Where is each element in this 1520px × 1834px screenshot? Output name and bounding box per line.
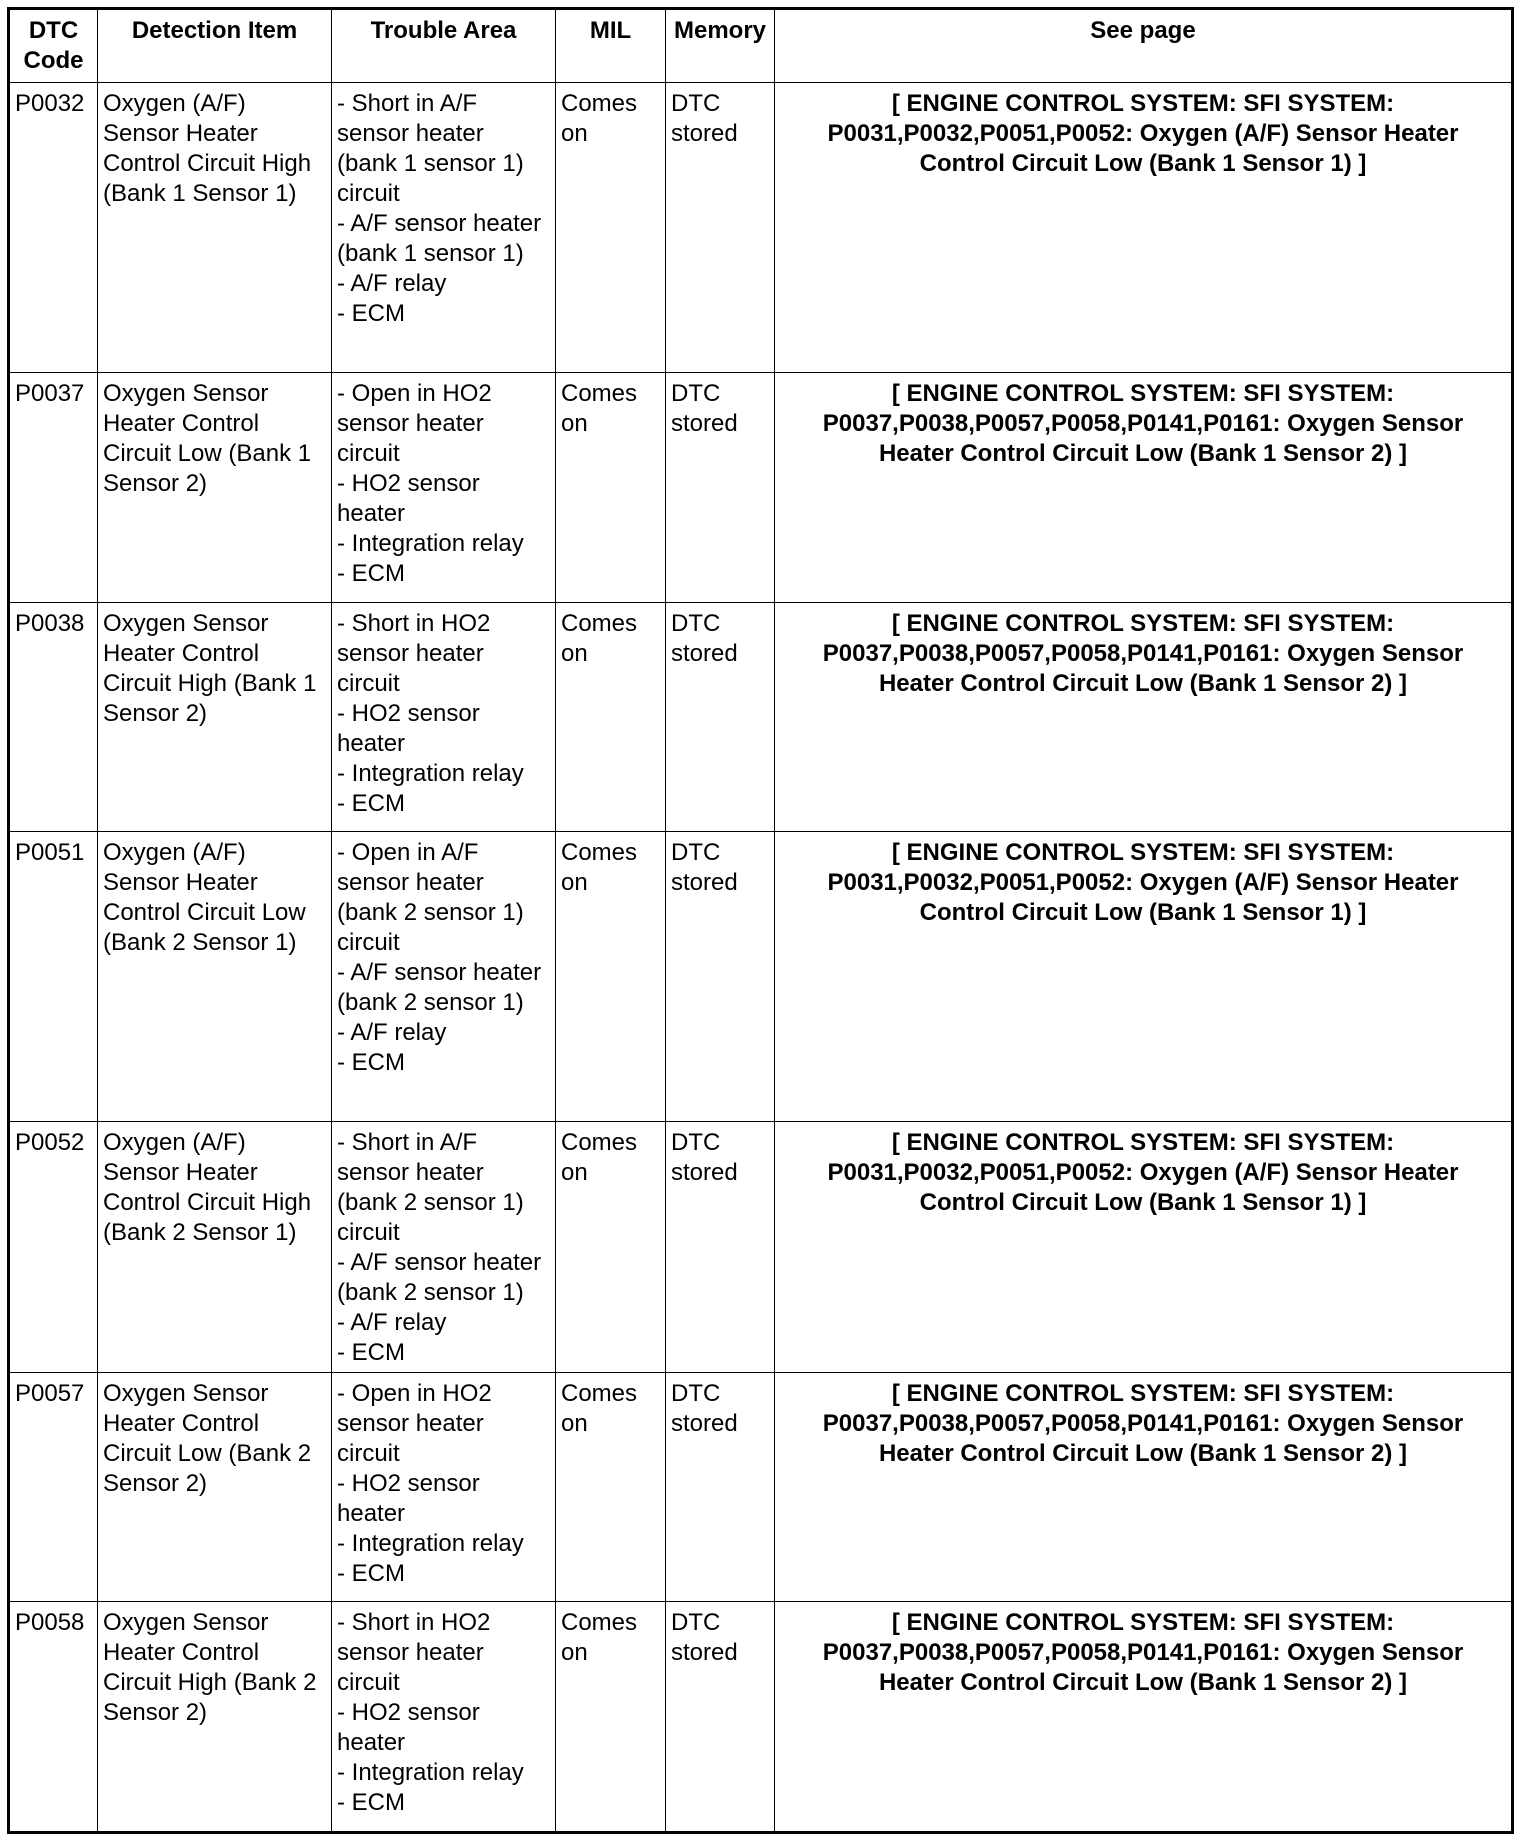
see-page-cell: [ ENGINE CONTROL SYSTEM: SFI SYSTEM: P0037,P0038,P0057,P0058,P0141,P0161: Oxygen Sensor Heater Control Circuit Low (Bank 1 Sensor 2) ] <box>775 603 1513 832</box>
trouble-area-line: - Short in HO2 sensor heater circuit <box>337 610 491 697</box>
table-row <box>9 603 1513 832</box>
trouble-area-cell <box>332 832 556 1122</box>
see-page-cell: [ ENGINE CONTROL SYSTEM: SFI SYSTEM: P0031,P0032,P0051,P0052: Oxygen (A/F) Sensor Heater Control Circuit Low (Bank 1 Sensor 1) ] <box>775 83 1513 373</box>
dtc-code-cell: P0052 <box>9 1122 98 1373</box>
trouble-area-line: - Integration relay <box>337 1530 524 1557</box>
mil-cell: Comes on <box>556 832 666 1122</box>
see-page-cell: [ ENGINE CONTROL SYSTEM: SFI SYSTEM: P0031,P0032,P0051,P0052: Oxygen (A/F) Sensor Heater Control Circuit Low (Bank 1 Sensor 1) ] <box>775 1122 1513 1373</box>
detection-item-cell: Oxygen (A/F) Sensor Heater Control Circuit High (Bank 2 Sensor 1) <box>98 1122 332 1373</box>
trouble-area-line: - HO2 sensor heater <box>337 1699 480 1756</box>
detection-item-cell: Oxygen Sensor Heater Control Circuit Low (Bank 1 Sensor 2) <box>98 373 332 603</box>
detection-item-cell: Oxygen (A/F) Sensor Heater Control Circuit High (Bank 1 Sensor 1) <box>98 83 332 373</box>
see-page-cell: [ ENGINE CONTROL SYSTEM: SFI SYSTEM: P0031,P0032,P0051,P0052: Oxygen (A/F) Sensor Heater Control Circuit Low (Bank 1 Sensor 1) ] <box>775 832 1513 1122</box>
see-page-cell: [ ENGINE CONTROL SYSTEM: SFI SYSTEM: P0037,P0038,P0057,P0058,P0141,P0161: Oxygen Sensor Heater Control Circuit Low (Bank 1 Sensor 2) ] <box>775 1373 1513 1602</box>
header-trouble-area: Trouble Area <box>332 9 556 83</box>
header-mil: MIL <box>556 9 666 83</box>
trouble-area-line: - Short in HO2 sensor heater circuit <box>337 1609 491 1696</box>
trouble-area-line: - A/F relay <box>337 270 447 297</box>
trouble-area-line: - Integration relay <box>337 1759 524 1786</box>
trouble-area-line: - ECM <box>337 1789 405 1816</box>
trouble-area-line: - Open in HO2 sensor heater circuit <box>337 1380 492 1467</box>
mil-cell: Comes on <box>556 1602 666 1833</box>
memory-cell: DTC stored <box>666 1602 775 1833</box>
table-row <box>9 832 1513 1122</box>
trouble-area-line: - ECM <box>337 790 405 817</box>
dtc-code-cell: P0038 <box>9 603 98 832</box>
memory-cell: DTC stored <box>666 832 775 1122</box>
table-header <box>9 9 1513 83</box>
trouble-area-line: - Open in A/F sensor heater (bank 2 sensor 1) circuit <box>337 839 524 956</box>
see-page-cell: [ ENGINE CONTROL SYSTEM: SFI SYSTEM: P0037,P0038,P0057,P0058,P0141,P0161: Oxygen Sensor Heater Control Circuit Low (Bank 1 Sensor 2) ] <box>775 373 1513 603</box>
trouble-area-cell <box>332 1602 556 1833</box>
trouble-area-cell <box>332 1122 556 1373</box>
trouble-area-cell <box>332 83 556 373</box>
header-dtc-code-line1: DTC <box>28 17 79 44</box>
trouble-area-line: - HO2 sensor heater <box>337 1470 480 1527</box>
memory-cell: DTC stored <box>666 1373 775 1602</box>
trouble-area-line: - ECM <box>337 1339 405 1366</box>
mil-cell: Comes on <box>556 603 666 832</box>
trouble-area-line: - Short in A/F sensor heater (bank 2 sensor 1) circuit <box>337 1129 524 1246</box>
mil-cell: Comes on <box>556 1373 666 1602</box>
mil-cell: Comes on <box>556 373 666 603</box>
table-row <box>9 83 1513 373</box>
memory-cell: DTC stored <box>666 83 775 373</box>
mil-cell: Comes on <box>556 83 666 373</box>
trouble-area-line: - Integration relay <box>337 760 524 787</box>
dtc-code-cell: P0037 <box>9 373 98 603</box>
trouble-area-line: - HO2 sensor heater <box>337 470 480 527</box>
header-detection-item: Detection Item <box>98 9 332 83</box>
detection-item-cell: Oxygen (A/F) Sensor Heater Control Circuit Low (Bank 2 Sensor 1) <box>98 832 332 1122</box>
dtc-code-cell: P0032 <box>9 83 98 373</box>
mil-cell: Comes on <box>556 1122 666 1373</box>
header-memory: Memory <box>666 9 775 83</box>
trouble-area-cell <box>332 373 556 603</box>
table-row <box>9 1602 1513 1833</box>
memory-cell: DTC stored <box>666 603 775 832</box>
trouble-area-line: - HO2 sensor heater <box>337 700 480 757</box>
table-row <box>9 373 1513 603</box>
trouble-area-line: - A/F relay <box>337 1309 447 1336</box>
header-dtc-code-line2: Code <box>23 47 84 74</box>
trouble-area-cell <box>332 1373 556 1602</box>
table-row <box>9 1122 1513 1373</box>
trouble-area-line: - ECM <box>337 1049 405 1076</box>
detection-item-cell: Oxygen Sensor Heater Control Circuit High (Bank 1 Sensor 2) <box>98 603 332 832</box>
table-body <box>9 83 1513 1833</box>
trouble-area-line: - ECM <box>337 1560 405 1587</box>
header-row <box>9 9 1513 83</box>
trouble-area-line: - Open in HO2 sensor heater circuit <box>337 380 492 467</box>
detection-item-cell: Oxygen Sensor Heater Control Circuit Low (Bank 2 Sensor 2) <box>98 1373 332 1602</box>
memory-cell: DTC stored <box>666 373 775 603</box>
trouble-area-line: - A/F sensor heater (bank 1 sensor 1) <box>337 210 542 267</box>
memory-cell: DTC stored <box>666 1122 775 1373</box>
dtc-code-cell: P0058 <box>9 1602 98 1833</box>
trouble-area-line: - A/F sensor heater (bank 2 sensor 1) <box>337 1249 542 1306</box>
detection-item-cell: Oxygen Sensor Heater Control Circuit High (Bank 2 Sensor 2) <box>98 1602 332 1833</box>
dtc-table <box>7 7 1514 1834</box>
trouble-area-line: - A/F sensor heater (bank 2 sensor 1) <box>337 959 542 1016</box>
trouble-area-line: - ECM <box>337 560 405 587</box>
dtc-code-cell: P0051 <box>9 832 98 1122</box>
trouble-area-cell <box>332 603 556 832</box>
trouble-area-line: - A/F relay <box>337 1019 447 1046</box>
trouble-area-line: - Integration relay <box>337 530 524 557</box>
trouble-area-line: - ECM <box>337 300 405 327</box>
header-see-page: See page <box>775 9 1513 83</box>
trouble-area-line: - Short in A/F sensor heater (bank 1 sensor 1) circuit <box>337 90 524 207</box>
dtc-code-cell: P0057 <box>9 1373 98 1602</box>
table-row <box>9 1373 1513 1602</box>
see-page-cell: [ ENGINE CONTROL SYSTEM: SFI SYSTEM: P0037,P0038,P0057,P0058,P0141,P0161: Oxygen Sensor Heater Control Circuit Low (Bank 1 Sensor 2) ] <box>775 1602 1513 1833</box>
header-dtc-code <box>9 9 98 83</box>
